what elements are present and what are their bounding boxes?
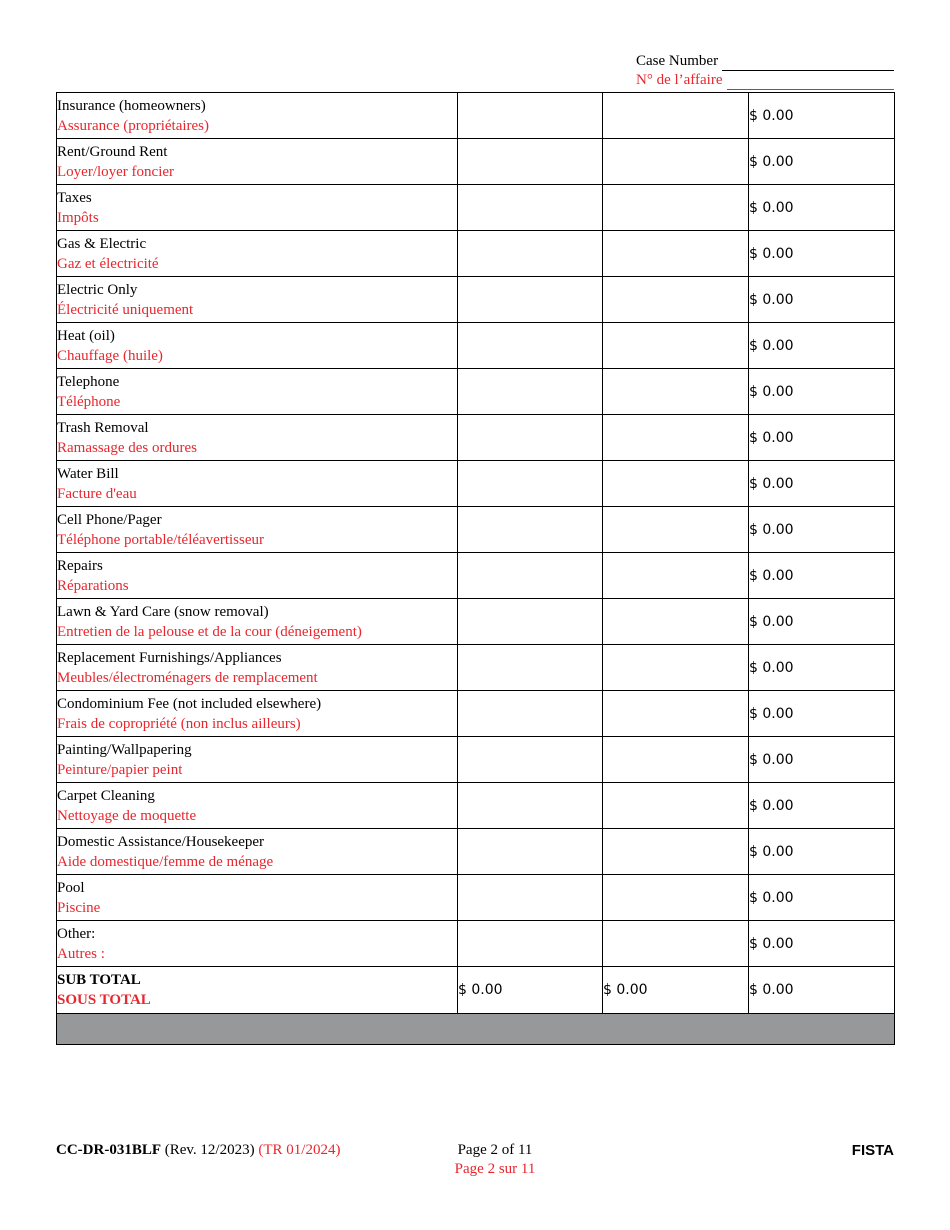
amount-field-col2[interactable] (603, 93, 749, 139)
row-label-en: Pool (57, 879, 85, 896)
row-total: $ 0.00 (749, 93, 895, 139)
row-label-en: Heat (oil) (57, 327, 115, 344)
row-label (57, 277, 458, 323)
amount-field-col1[interactable] (458, 415, 603, 461)
amount-field-col1[interactable] (458, 875, 603, 921)
row-total: $ 0.00 (749, 369, 895, 415)
amount-field-col2[interactable] (603, 323, 749, 369)
brand-label: FISTA (851, 1142, 894, 1159)
table-row (57, 277, 895, 323)
row-total: $ 0.00 (749, 277, 895, 323)
row-label-en: Water Bill (57, 465, 119, 482)
row-label-en: Gas & Electric (57, 235, 147, 252)
amount-field-col2[interactable] (603, 829, 749, 875)
table-row (57, 185, 895, 231)
row-label (57, 507, 458, 553)
table-row (57, 737, 895, 783)
row-label-fr: Électricité uniquement (57, 301, 194, 318)
amount-field-col1[interactable] (458, 231, 603, 277)
row-label (57, 185, 458, 231)
row-total: $ 0.00 (749, 691, 895, 737)
row-label (57, 139, 458, 185)
case-number-field[interactable] (722, 56, 894, 71)
amount-field-col1[interactable] (458, 599, 603, 645)
row-label-fr: Ramassage des ordures (57, 439, 197, 456)
case-number-field-fr (727, 75, 894, 90)
case-number-label: Case Number (636, 53, 719, 69)
table-row (57, 599, 895, 645)
amount-field-col1[interactable] (458, 691, 603, 737)
row-label-fr: Nettoyage de moquette (57, 807, 197, 824)
amount-field-col1[interactable] (458, 323, 603, 369)
row-label-fr: Chauffage (huile) (57, 347, 163, 364)
row-label-fr: Facture d'eau (57, 485, 137, 502)
amount-field-col1[interactable] (458, 369, 603, 415)
amount-field-col2[interactable] (603, 231, 749, 277)
case-number-block (636, 52, 894, 90)
amount-field-col2[interactable] (603, 599, 749, 645)
amount-field-col2[interactable] (603, 369, 749, 415)
page-number-fr: Page 2 sur 11 (454, 1161, 536, 1177)
case-number-label-fr: N° de l’affaire (636, 72, 723, 88)
table-row (57, 369, 895, 415)
row-label-fr: Entretien de la pelouse et de la cour (déneigement) (57, 623, 362, 640)
row-label (57, 921, 458, 967)
shaded-cell (57, 1014, 895, 1045)
row-label (57, 737, 458, 783)
amount-field-col2[interactable] (603, 553, 749, 599)
amount-field-col1[interactable] (458, 461, 603, 507)
amount-field-col1[interactable] (458, 783, 603, 829)
amount-field-col2[interactable] (603, 461, 749, 507)
row-label-en: Telephone (57, 373, 120, 390)
row-total: $ 0.00 (749, 185, 895, 231)
amount-field-col1[interactable] (458, 829, 603, 875)
form-code: CC-DR-031BLF (56, 1142, 161, 1158)
row-label-fr: Meubles/électroménagers de remplacement (57, 669, 318, 686)
row-label-en: Rent/Ground Rent (57, 143, 168, 160)
amount-field-col1[interactable] (458, 645, 603, 691)
amount-field-col2[interactable] (603, 185, 749, 231)
amount-field-col1[interactable] (458, 277, 603, 323)
amount-field-col2[interactable] (603, 415, 749, 461)
expense-rows (57, 93, 895, 1045)
row-label-fr: Téléphone (57, 393, 121, 410)
subtotal-col1: $ 0.00 (458, 967, 603, 1014)
subtotal-row (57, 967, 895, 1014)
table-row (57, 139, 895, 185)
row-label-fr: Peinture/papier peint (57, 761, 183, 778)
row-label (57, 599, 458, 645)
table-row (57, 691, 895, 737)
row-label (57, 369, 458, 415)
row-total: $ 0.00 (749, 921, 895, 967)
row-label-en: Cell Phone/Pager (57, 511, 162, 528)
row-label (57, 967, 458, 1014)
amount-field-col1[interactable] (458, 185, 603, 231)
subtotal-col2: $ 0.00 (603, 967, 749, 1014)
row-total: $ 0.00 (749, 231, 895, 277)
amount-field-col1[interactable] (458, 553, 603, 599)
row-label-en: SUB TOTAL (57, 972, 141, 988)
row-label (57, 553, 458, 599)
row-label-en: Painting/Wallpapering (57, 741, 192, 758)
row-label (57, 415, 458, 461)
row-total: $ 0.00 (749, 875, 895, 921)
case-number-line-fr (636, 71, 894, 90)
row-label-fr: SOUS TOTAL (57, 992, 151, 1008)
table-row (57, 93, 895, 139)
row-total: $ 0.00 (749, 737, 895, 783)
amount-field-col2[interactable] (603, 875, 749, 921)
row-label-en: Taxes (57, 189, 92, 206)
table-row (57, 829, 895, 875)
row-label-fr: Assurance (propriétaires) (57, 117, 210, 134)
amount-field-col2[interactable] (603, 737, 749, 783)
row-label (57, 231, 458, 277)
table-row (57, 231, 895, 277)
row-label (57, 875, 458, 921)
row-total: $ 0.00 (749, 645, 895, 691)
amount-field-col2[interactable] (603, 645, 749, 691)
table-row (57, 415, 895, 461)
amount-field-col1[interactable] (458, 737, 603, 783)
table-row (57, 323, 895, 369)
table-row (57, 783, 895, 829)
row-label-fr: Frais de copropriété (non inclus ailleurs) (57, 715, 301, 732)
table-row (57, 875, 895, 921)
row-total: $ 0.00 (749, 783, 895, 829)
page-number (450, 1141, 540, 1179)
form-translation-revision: (TR 01/2024) (258, 1142, 341, 1158)
row-label-en: Repairs (57, 557, 103, 574)
row-label-fr: Piscine (57, 899, 101, 916)
row-label-fr: Téléphone portable/téléavertisseur (57, 531, 264, 548)
case-number-line (636, 52, 894, 71)
row-total: $ 0.00 (749, 415, 895, 461)
form-id (56, 1141, 340, 1160)
row-label-fr: Aide domestique/femme de ménage (57, 853, 274, 870)
amount-field-col1[interactable] (458, 139, 603, 185)
row-label (57, 323, 458, 369)
form-revision: (Rev. 12/2023) (164, 1142, 255, 1158)
row-label (57, 783, 458, 829)
row-label-fr: Réparations (57, 577, 129, 594)
row-label-en: Carpet Cleaning (57, 787, 155, 804)
row-label-fr: Autres : (57, 945, 105, 962)
row-label (57, 93, 458, 139)
shaded-row (57, 1014, 895, 1045)
amount-field-col1[interactable] (458, 93, 603, 139)
table-row (57, 461, 895, 507)
amount-field-col2[interactable] (603, 277, 749, 323)
row-total: $ 0.00 (749, 139, 895, 185)
row-total: $ 0.00 (749, 599, 895, 645)
amount-field-col1[interactable] (458, 921, 603, 967)
row-total: $ 0.00 (749, 461, 895, 507)
row-label (57, 461, 458, 507)
amount-field-col2[interactable] (603, 783, 749, 829)
row-label-en: Replacement Furnishings/Appliances (57, 649, 282, 666)
row-label-en: Lawn & Yard Care (snow removal) (57, 603, 269, 620)
row-label (57, 691, 458, 737)
table-row (57, 921, 895, 967)
amount-field-col2[interactable] (603, 921, 749, 967)
amount-field-col1[interactable] (458, 507, 603, 553)
row-label-fr: Impôts (57, 209, 99, 226)
row-label-fr: Gaz et électricité (57, 255, 159, 272)
table-row (57, 553, 895, 599)
row-label-en: Other: (57, 925, 96, 942)
row-label (57, 645, 458, 691)
row-total: $ 0.00 (749, 553, 895, 599)
row-label-en: Domestic Assistance/Housekeeper (57, 833, 265, 850)
row-label-fr: Loyer/loyer foncier (57, 163, 175, 180)
amount-field-col2[interactable] (603, 139, 749, 185)
row-total: $ 0.00 (749, 507, 895, 553)
expense-table (56, 92, 895, 1045)
table-row (57, 645, 895, 691)
amount-field-col2[interactable] (603, 691, 749, 737)
row-label-en: Trash Removal (57, 419, 149, 436)
page-number-en: Page 2 of 11 (457, 1142, 533, 1158)
row-label-en: Electric Only (57, 281, 138, 298)
row-label-en: Insurance (homeowners) (57, 97, 206, 114)
subtotal-total: $ 0.00 (749, 967, 895, 1014)
row-label (57, 829, 458, 875)
row-total: $ 0.00 (749, 323, 895, 369)
amount-field-col2[interactable] (603, 507, 749, 553)
row-label-en: Condominium Fee (not included elsewhere) (57, 695, 322, 712)
table-row (57, 507, 895, 553)
row-total: $ 0.00 (749, 829, 895, 875)
